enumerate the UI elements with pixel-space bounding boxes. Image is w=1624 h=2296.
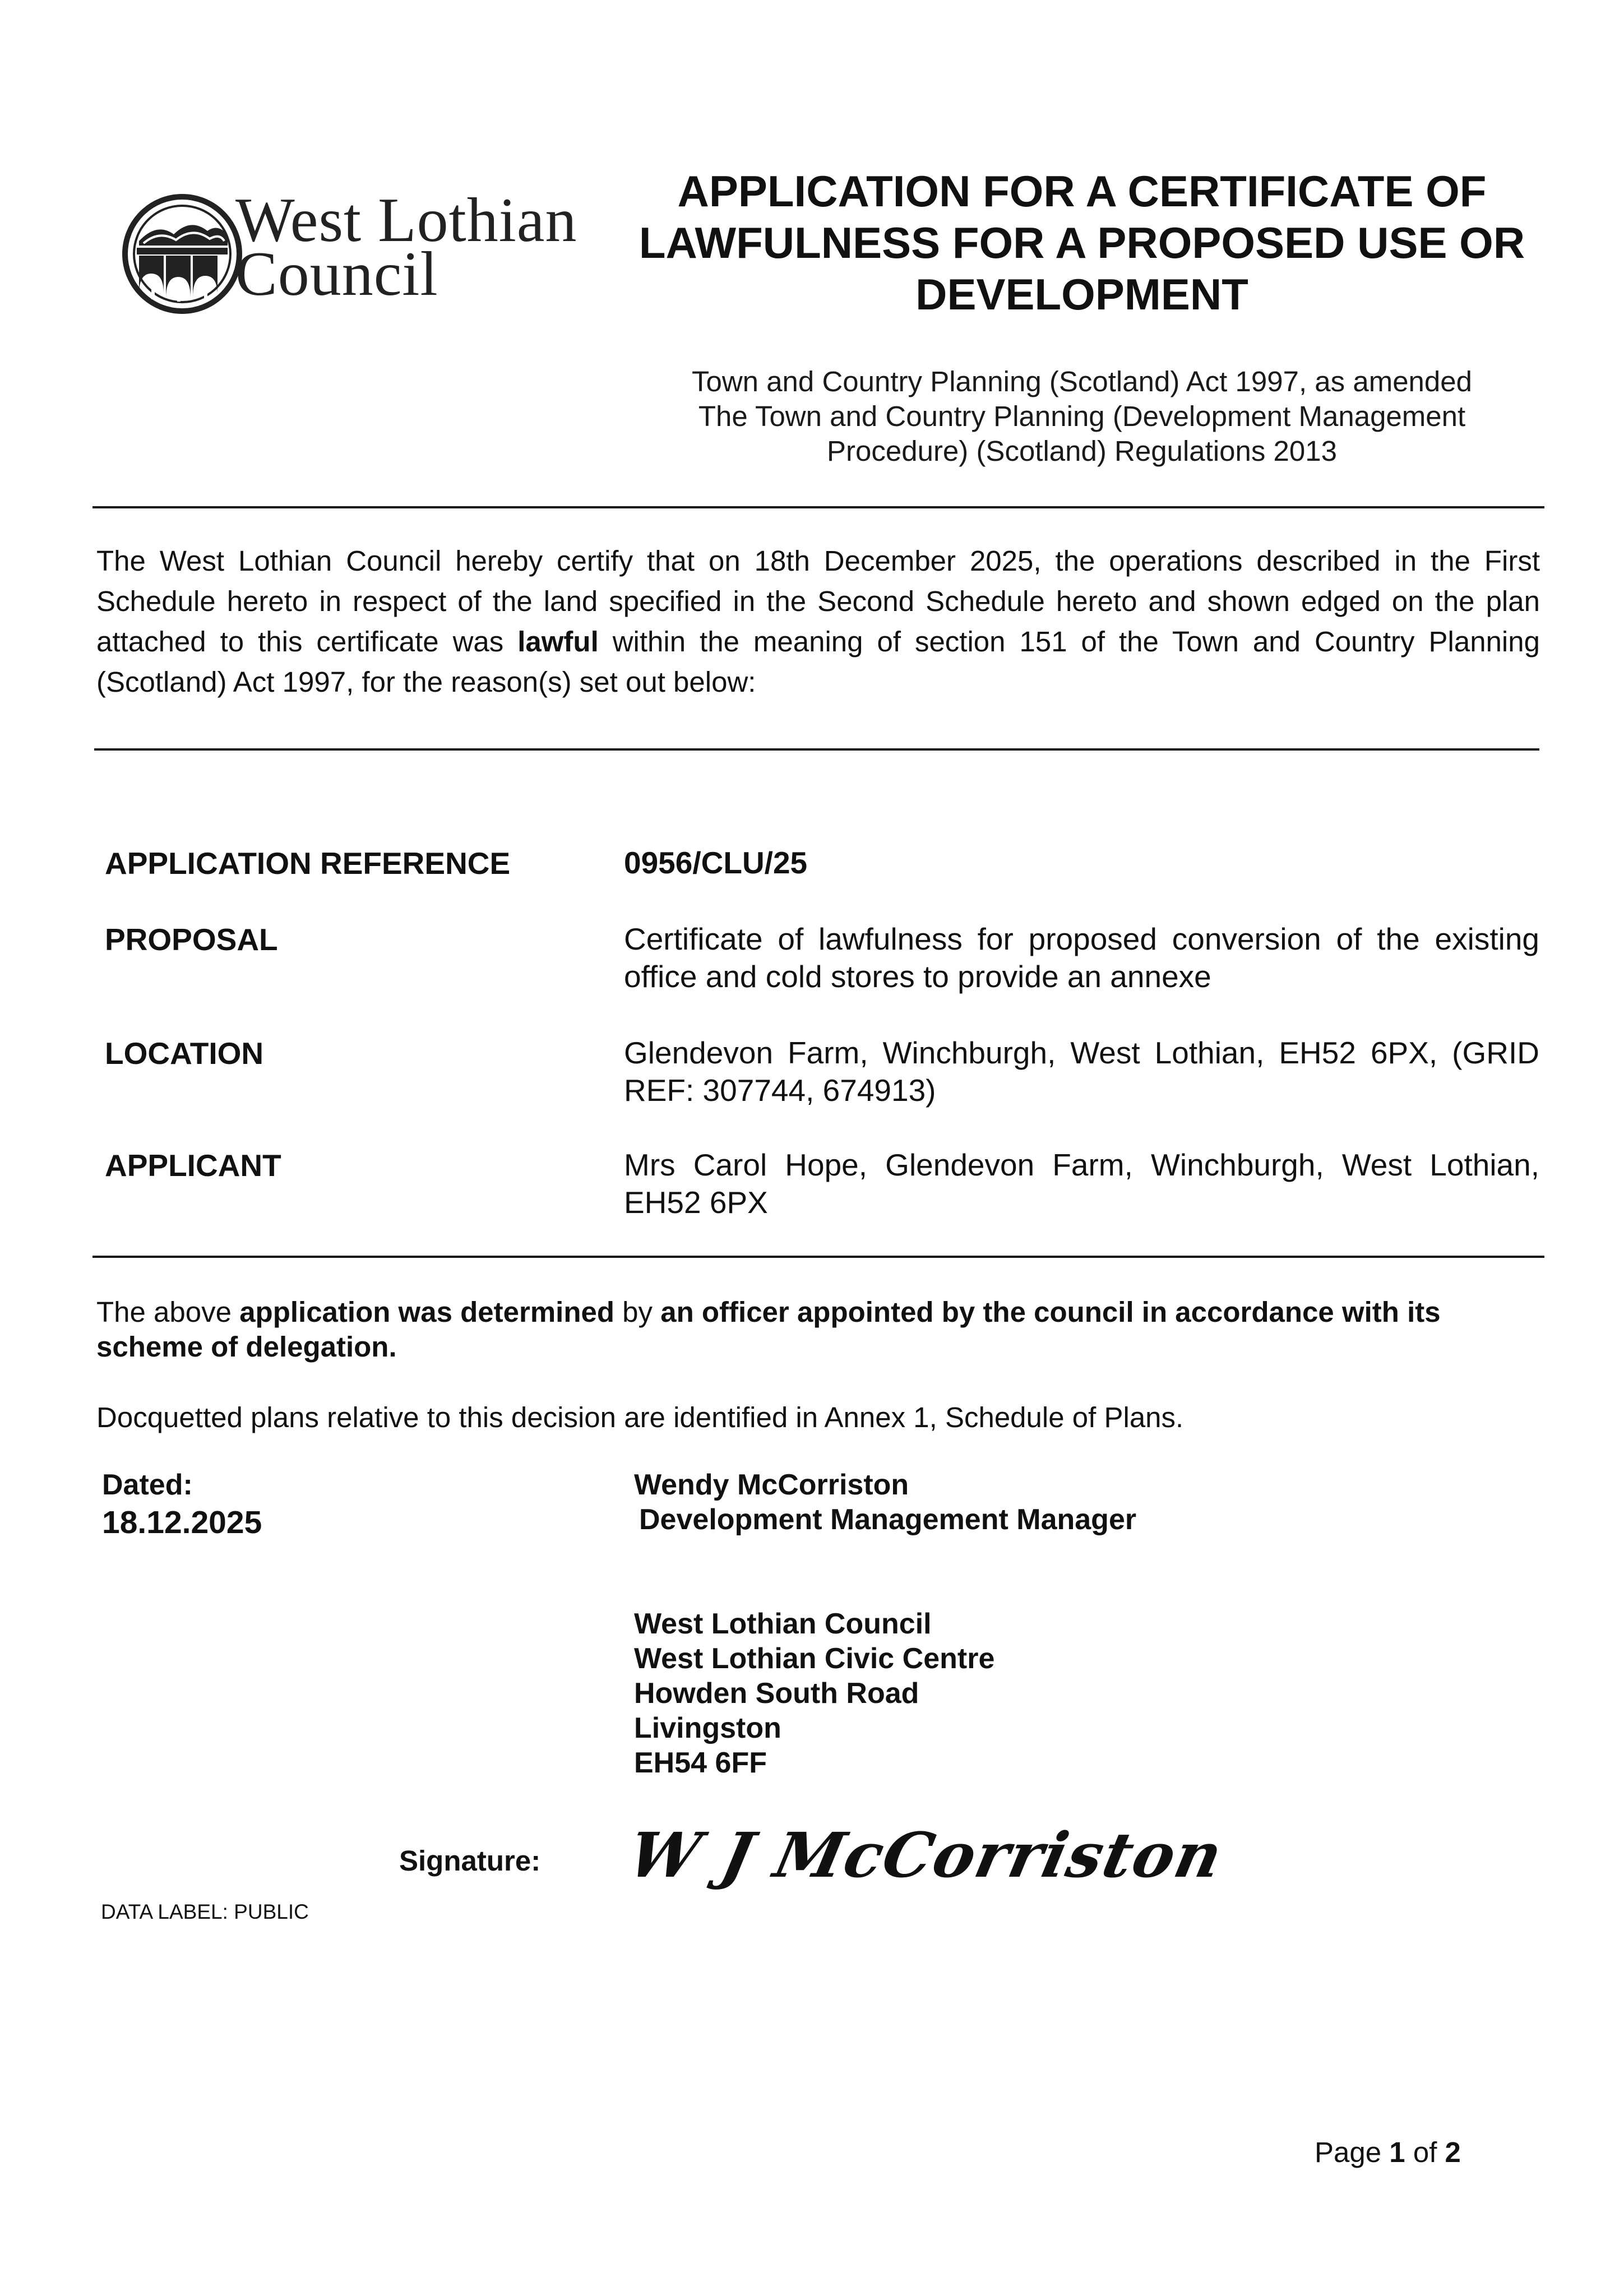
divider-top — [92, 506, 1544, 508]
page-mid: of — [1405, 2136, 1445, 2168]
page-current: 1 — [1389, 2136, 1405, 2168]
page-total: 2 — [1445, 2136, 1461, 2168]
page-prefix: Page — [1315, 2136, 1390, 2168]
determination-statement — [96, 1295, 1548, 1364]
intro-text-before: The West Lothian Council hereby certify that on 18th December 2025, the operations described in the First Schedule hereto in respect of the land specified in the Second Schedule hereto and shown edged on the plan attached to this certificate was — [96, 545, 1540, 658]
determination-bold-2: an officer appointed by the council in accordance with its scheme of delegation. — [96, 1296, 1441, 1363]
subtitle-line-2: The Town and Country Planning (Development Management — [698, 400, 1466, 432]
address-line: Howden South Road — [634, 1677, 919, 1710]
dated-label: Dated: — [102, 1469, 193, 1501]
proposal-value: Certificate of lawfulness for proposed conversion of the existing office and cold stores to provide an annexe — [624, 922, 1539, 994]
title-line-3: DEVELOPMENT — [915, 270, 1248, 319]
officer-title: Development Management Manager — [639, 1503, 1137, 1536]
address-line: West Lothian Civic Centre — [634, 1642, 995, 1675]
reference-label: APPLICATION REFERENCE — [105, 846, 511, 881]
officer-name: Wendy McCorriston — [634, 1469, 909, 1501]
address-line: West Lothian Council — [634, 1608, 932, 1640]
address-line: EH54 6FF — [634, 1747, 767, 1779]
address-line: Livingston — [634, 1712, 781, 1744]
dated-value: 18.12.2025 — [102, 1505, 262, 1540]
docquetted-plans-note: Docquetted plans relative to this decision are identified in Annex 1, Schedule of Plans. — [96, 1401, 1184, 1433]
determination-text-2: by — [614, 1296, 661, 1328]
page-number — [1315, 2136, 1461, 2169]
title-line-1: APPLICATION FOR A CERTIFICATE OF — [677, 166, 1487, 216]
intro-text-after: within the meaning of section 151 of the Town and Country Planning (Scotland) Act 1997, for the reason(s) set out below: — [96, 626, 1540, 698]
council-address — [634, 1607, 994, 1780]
divider-bottom — [92, 1256, 1544, 1258]
signature-label: Signature: — [399, 1845, 541, 1877]
location-value: Glendevon Farm, Winchburgh, West Lothian, EH52 6PX, (GRID REF: 307744, 674913) — [624, 1035, 1539, 1108]
handwritten-signature: W J McCorriston — [622, 1819, 1230, 1891]
reference-value: 0956/CLU/25 — [624, 845, 808, 880]
applicant-label: APPLICANT — [105, 1148, 281, 1183]
determination-bold-1: application was determined — [239, 1296, 615, 1328]
legislation-reference — [645, 364, 1519, 469]
intro-text-bold: lawful — [517, 626, 599, 658]
applicant-value: Mrs Carol Hope, Glendevon Farm, Winchburgh, West Lothian, EH52 6PX — [624, 1147, 1539, 1220]
data-classification-label: DATA LABEL: PUBLIC — [101, 1900, 309, 1923]
location-label: LOCATION — [105, 1036, 264, 1071]
council-logo-wordmark — [235, 186, 577, 309]
proposal-label: PROPOSAL — [105, 922, 278, 957]
council-crest-icon — [118, 189, 247, 318]
document-title — [605, 165, 1558, 320]
divider-middle — [94, 748, 1539, 751]
subtitle-line-1: Town and Country Planning (Scotland) Act 1997, as amended — [691, 365, 1473, 397]
determination-text-1: The above — [96, 1296, 240, 1328]
logo-line-1: West Lothian — [235, 186, 577, 255]
title-line-2: LAWFULNESS FOR A PROPOSED USE OR — [639, 218, 1525, 267]
logo-line-2: Council — [235, 239, 438, 309]
certification-statement — [96, 541, 1540, 702]
subtitle-line-3: Procedure) (Scotland) Regulations 2013 — [826, 435, 1338, 467]
